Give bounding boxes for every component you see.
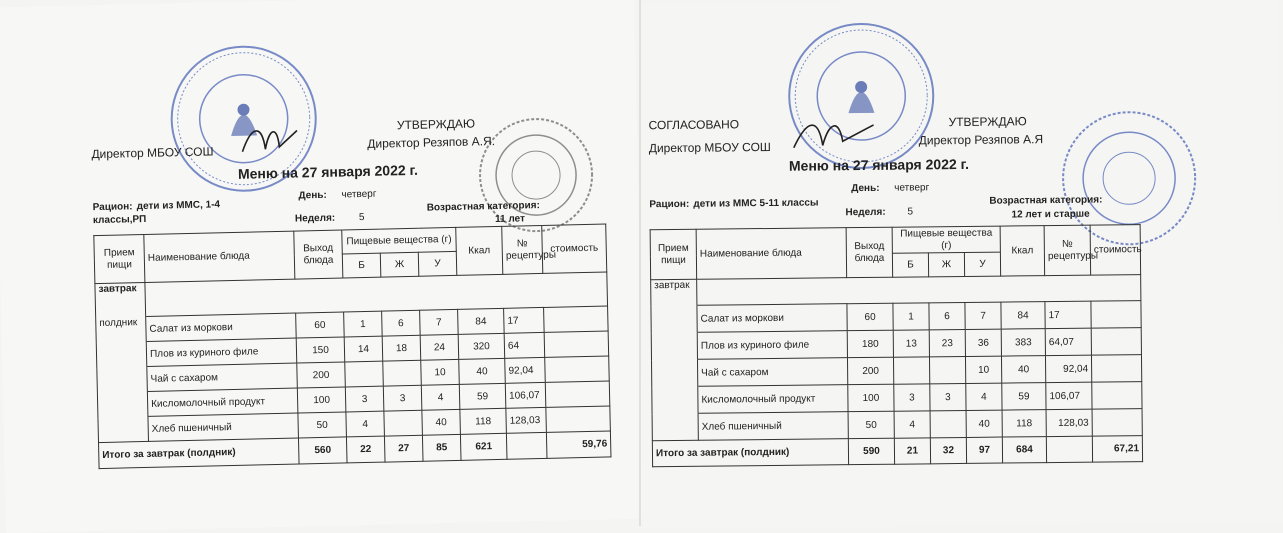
col-cost: стоимость [542,224,607,273]
table-row: Хлеб пшеничный 50 4 40 118 128,03 [98,406,610,443]
table-row: Плов из куриного филе 150 14 18 24 320 64 [96,331,608,368]
menu-title: Меню на 27 января 2022 г. [788,155,970,174]
total-cost: 59,76 [546,431,611,458]
table-row: Хлеб пшеничный 50 4 40 118 128,03 [652,409,1142,441]
table-row: Плов из куриного филе 180 13 23 36 383 64,07 [651,328,1141,360]
meal-snack: полдник [96,316,147,342]
col-kcal: Ккал [1000,226,1045,276]
director-name: Директор Резяпов А.Я [918,132,1044,148]
col-nutrients: Пищевые вещества (г) [892,226,1000,253]
col-zh: Ж [928,252,964,276]
total-label: Итого за завтрак (полдник) [99,438,300,469]
agreed-label: СОГЛАСОВАНО [648,117,740,133]
dish-name: Чай с сахаром [697,358,847,387]
dish-name: Хлеб пшеничный [148,413,299,441]
director-name: Директор Резяпов А.Я. [367,134,496,151]
col-meal: Прием пищи [94,234,145,283]
approve-label: УТВЕРЖДАЮ [396,116,476,133]
ration-label: Рацион: [649,198,690,211]
day-label: День: [851,182,880,195]
dish-name: Плов из куриного филе [697,331,847,360]
col-kcal: Ккал [456,226,503,275]
week-value: 5 [907,206,914,218]
col-recipe: № рецептуры [1044,225,1091,275]
table-row: Салат из моркови 60 1 6 7 84 17 [651,301,1141,333]
signature [788,111,878,157]
total-cost: 67,21 [1092,436,1142,463]
col-yield: Выход блюда [294,230,343,279]
total-label: Итого за завтрак (полдник) [652,439,848,467]
col-dish: Наименование блюда [144,231,295,282]
col-cost: стоимость [1090,225,1141,276]
col-dish: Наименование блюда [696,228,847,280]
week-value: 5 [358,211,365,224]
col-meal: Прием пищи [650,229,697,279]
director-label: Директор МБОУ СОШ [648,139,771,156]
day-value: четверг [894,182,930,194]
square-seal-stamp [475,114,598,237]
total-row: Итого за завтрак (полдник) 560 22 27 85 621 59,76 [99,431,611,469]
director-label: Директор МБОУ СОШ [91,144,214,162]
col-zh: Ж [380,252,419,277]
age-label: Возрастная категория: [989,194,1103,207]
col-nutrients: Пищевые вещества (г) [342,227,457,254]
age-value: 11 лет [494,213,526,226]
meal-breakfast: завтрак [651,279,697,305]
menu-table [93,223,611,469]
table-row: Кисломолочный продукт 100 3 3 4 59 106,07 [97,381,609,418]
table-row: полдник Салат из моркови 60 1 6 7 84 17 [96,306,608,343]
table-row: Чай с сахаром 200 10 40 92,04 [651,355,1141,387]
dish-name: Плов из куриного филе [146,338,297,366]
col-recipe: № рецептуры [502,225,543,274]
table-row: Чай с сахаром 200 10 40 92,04 [97,356,609,393]
menu-title: Меню на 27 января 2022 г. [237,161,419,182]
dish-name: Салат из моркови [697,304,847,333]
day-value: четверг [341,188,377,201]
ration-value: дети из ММС, 1-4 [136,199,221,213]
dish-name: Кисломолочный продукт [147,388,298,416]
day-label: День: [298,189,327,202]
ration-value-2: классы,РП [92,213,147,227]
table-row: Кисломолочный продукт 100 3 3 4 59 106,07 [652,382,1142,414]
page-divider [639,0,641,526]
ration-value: дети из ММС 5-11 классы [693,197,819,210]
dish-name: Салат из моркови [146,313,297,341]
col-b: Б [342,253,381,278]
dish-name: Кисломолочный продукт [698,385,848,414]
dish-name: Хлеб пшеничный [698,412,848,441]
col-u: У [418,251,457,276]
col-u: У [964,252,1000,276]
approve-label: УТВЕРЖДАЮ [948,114,1027,130]
menu-table [650,224,1143,467]
week-label: Неделя: [845,206,886,219]
age-label: Возрастная категория: [426,199,540,214]
total-row: Итого за завтрак (полдник) 590 21 32 97 684 67,21 [652,436,1142,467]
meal-breakfast: завтрак [95,282,146,317]
col-yield: Выход блюда [846,227,893,277]
signature [237,118,308,160]
col-b: Б [892,253,928,277]
menu-sheet-right [637,0,1282,529]
ration-label: Рацион: [92,201,133,214]
dish-name: Чай с сахаром [147,363,298,391]
week-label: Неделя: [294,212,336,225]
age-value: 12 лет и старше [1011,208,1090,221]
